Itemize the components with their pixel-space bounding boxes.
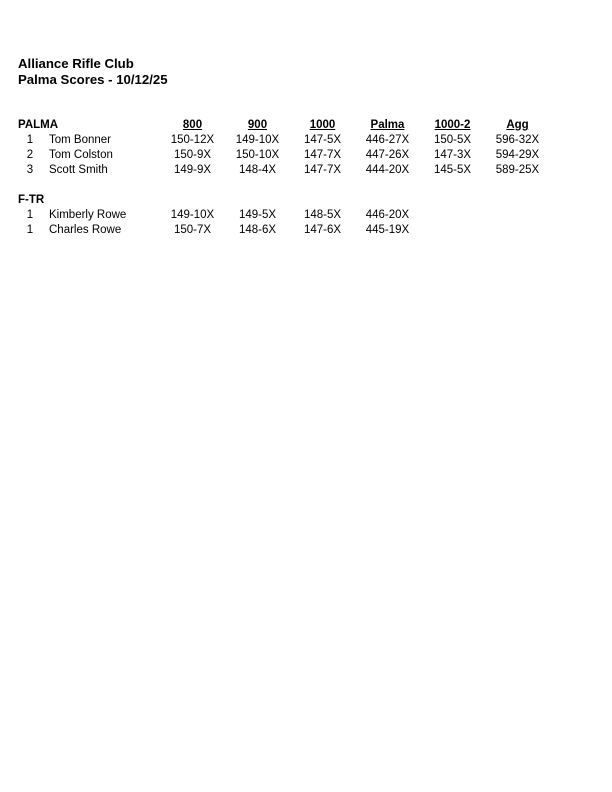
score-agg: 596-32X (495, 134, 540, 146)
score-900: 148-4X (238, 164, 277, 176)
score-900: 150-10X (235, 149, 280, 161)
column-header-agg: Agg (506, 119, 529, 131)
spacer-row (16, 178, 550, 193)
score-agg: 589-25X (495, 164, 540, 176)
score-900: 149-5X (238, 209, 277, 221)
score-agg (485, 208, 550, 223)
shooter-name: Kimberly Rowe (49, 209, 127, 221)
score-800: 149-9X (173, 164, 212, 176)
section-header-row (16, 193, 550, 208)
column-header-row (16, 118, 550, 133)
page-subtitle: Palma Scores - 10/12/25 (18, 72, 168, 87)
column-header-1000: 1000 (309, 119, 336, 131)
score-800: 150-7X (173, 224, 212, 236)
score-900: 148-6X (238, 224, 277, 236)
rank-cell: 2 (26, 149, 34, 161)
table-row (16, 223, 550, 238)
shooter-name: Charles Rowe (49, 224, 122, 236)
score-palma: 446-20X (365, 209, 410, 221)
score-palma: 446-27X (365, 134, 410, 146)
club-title: Alliance Rifle Club (18, 56, 134, 71)
table-row (16, 133, 550, 148)
score-1000: 147-7X (303, 164, 342, 176)
scores-table (16, 118, 550, 238)
shooter-name: Scott Smith (49, 164, 108, 176)
column-header-palma: Palma (370, 119, 405, 131)
shooter-name: Tom Colston (49, 149, 113, 161)
score-1000-2: 145-5X (433, 164, 472, 176)
rank-cell: 1 (26, 209, 34, 221)
score-1000: 147-5X (303, 134, 342, 146)
column-header-1000-2: 1000-2 (434, 119, 471, 131)
table-row (16, 208, 550, 223)
score-palma: 445-19X (365, 224, 410, 236)
rank-cell: 1 (26, 134, 34, 146)
table-row (16, 163, 550, 178)
section-label-ftr: F-TR (18, 194, 45, 206)
rank-cell: 1 (26, 224, 34, 236)
score-palma: 444-20X (365, 164, 410, 176)
score-1000-2: 147-3X (433, 149, 472, 161)
column-header-900: 900 (247, 119, 268, 131)
rank-cell: 3 (26, 164, 34, 176)
score-1000: 147-6X (303, 224, 342, 236)
score-800: 150-9X (173, 149, 212, 161)
score-800: 149-10X (170, 209, 215, 221)
shooter-name: Tom Bonner (49, 134, 112, 146)
score-1000-2 (420, 223, 485, 238)
section-label-palma: PALMA (18, 119, 59, 131)
score-agg (485, 223, 550, 238)
table-row (16, 148, 550, 163)
score-1000: 148-5X (303, 209, 342, 221)
score-900: 149-10X (235, 134, 280, 146)
score-palma: 447-26X (365, 149, 410, 161)
column-header-800: 800 (182, 119, 203, 131)
score-agg: 594-29X (495, 149, 540, 161)
score-1000-2: 150-5X (433, 134, 472, 146)
score-800: 150-12X (170, 134, 215, 146)
score-1000: 147-7X (303, 149, 342, 161)
score-1000-2 (420, 208, 485, 223)
